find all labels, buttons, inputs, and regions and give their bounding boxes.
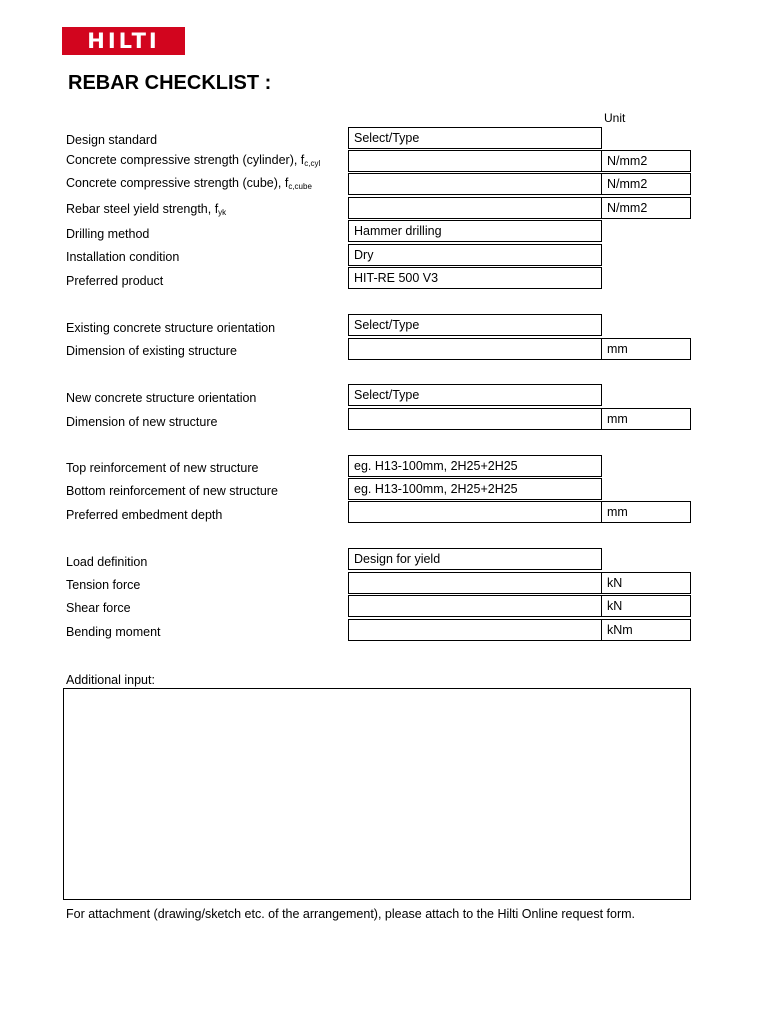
- subscript-c-cube: c,cube: [288, 182, 312, 191]
- top-reinforcement-field[interactable]: eg. H13-100mm, 2H25+2H25: [348, 455, 602, 477]
- subscript-yk: yk: [218, 208, 227, 217]
- additional-input-textarea[interactable]: [63, 688, 691, 900]
- installation-condition-field[interactable]: Dry: [348, 244, 602, 266]
- label-concrete-cylinder-strength: Concrete compressive strength (cylinder), $f_{c,cyl}$: [66, 153, 321, 168]
- unit-new-structure-dimension: mm: [601, 408, 691, 430]
- bending-moment-field[interactable]: [348, 619, 602, 641]
- page-title: REBAR CHECKLIST :: [68, 72, 272, 94]
- label-concrete-cube-strength: Concrete compressive strength (cube), $f_{c,cube}$: [66, 176, 312, 191]
- design-standard-field[interactable]: Select/Type: [348, 127, 602, 149]
- existing-structure-orientation-field[interactable]: Select/Type: [348, 314, 602, 336]
- unit-cylinder-strength: N/mm2: [601, 150, 691, 172]
- label-embedment-depth: Preferred embedment depth: [66, 508, 223, 522]
- tension-force-field[interactable]: [348, 572, 602, 594]
- label-new-structure-orientation: New concrete structure orientation: [66, 391, 257, 405]
- bottom-reinforcement-field[interactable]: eg. H13-100mm, 2H25+2H25: [348, 478, 602, 500]
- existing-structure-dimension-field[interactable]: [348, 338, 602, 360]
- unit-rebar-yield-strength: N/mm2: [601, 197, 691, 219]
- unit-shear-force: kN: [601, 595, 691, 617]
- label-existing-structure-dimension: Dimension of existing structure: [66, 344, 237, 358]
- unit-tension-force: kN: [601, 572, 691, 594]
- logo-text: HILTI: [87, 29, 160, 53]
- label-tension-force: Tension force: [66, 578, 141, 592]
- new-structure-orientation-field[interactable]: Select/Type: [348, 384, 602, 406]
- shear-force-field[interactable]: [348, 595, 602, 617]
- attachment-note: For attachment (drawing/sketch etc. of the arrangement), please attach to the Hilti Online request form.: [66, 907, 636, 921]
- additional-input-label: Additional input:: [66, 673, 155, 687]
- preferred-product-field[interactable]: HIT-RE 500 V3: [348, 267, 602, 289]
- label-preferred-product: Preferred product: [66, 274, 164, 288]
- label-bending-moment: Bending moment: [66, 625, 161, 639]
- label-load-definition: Load definition: [66, 555, 148, 569]
- unit-column-header: Unit: [604, 111, 626, 125]
- load-definition-field[interactable]: Design for yield: [348, 548, 602, 570]
- drilling-method-field[interactable]: Hammer drilling: [348, 220, 602, 242]
- unit-existing-structure-dimension: mm: [601, 338, 691, 360]
- unit-embedment-depth: mm: [601, 501, 691, 523]
- concrete-cylinder-strength-field[interactable]: [348, 150, 602, 172]
- embedment-depth-field[interactable]: [348, 501, 602, 523]
- label-rebar-yield-strength: Rebar steel yield strength, $f_{yk}$: [66, 202, 227, 217]
- unit-cube-strength: N/mm2: [601, 173, 691, 195]
- label-existing-structure-orientation: Existing concrete structure orientation: [66, 321, 276, 335]
- subscript-c-cyl: c,cyl: [304, 159, 321, 168]
- label-drilling-method: Drilling method: [66, 227, 150, 241]
- unit-bending-moment: kNm: [601, 619, 691, 641]
- label-shear-force: Shear force: [66, 601, 131, 615]
- label-bottom-reinforcement: Bottom reinforcement of new structure: [66, 484, 278, 498]
- rebar-yield-strength-field[interactable]: [348, 197, 602, 219]
- label-design-standard: Design standard: [66, 133, 158, 147]
- label-installation-condition: Installation condition: [66, 250, 180, 264]
- label-new-structure-dimension: Dimension of new structure: [66, 415, 218, 429]
- hilti-logo: [62, 27, 185, 55]
- new-structure-dimension-field[interactable]: [348, 408, 602, 430]
- label-top-reinforcement: Top reinforcement of new structure: [66, 461, 259, 475]
- concrete-cube-strength-field[interactable]: [348, 173, 602, 195]
